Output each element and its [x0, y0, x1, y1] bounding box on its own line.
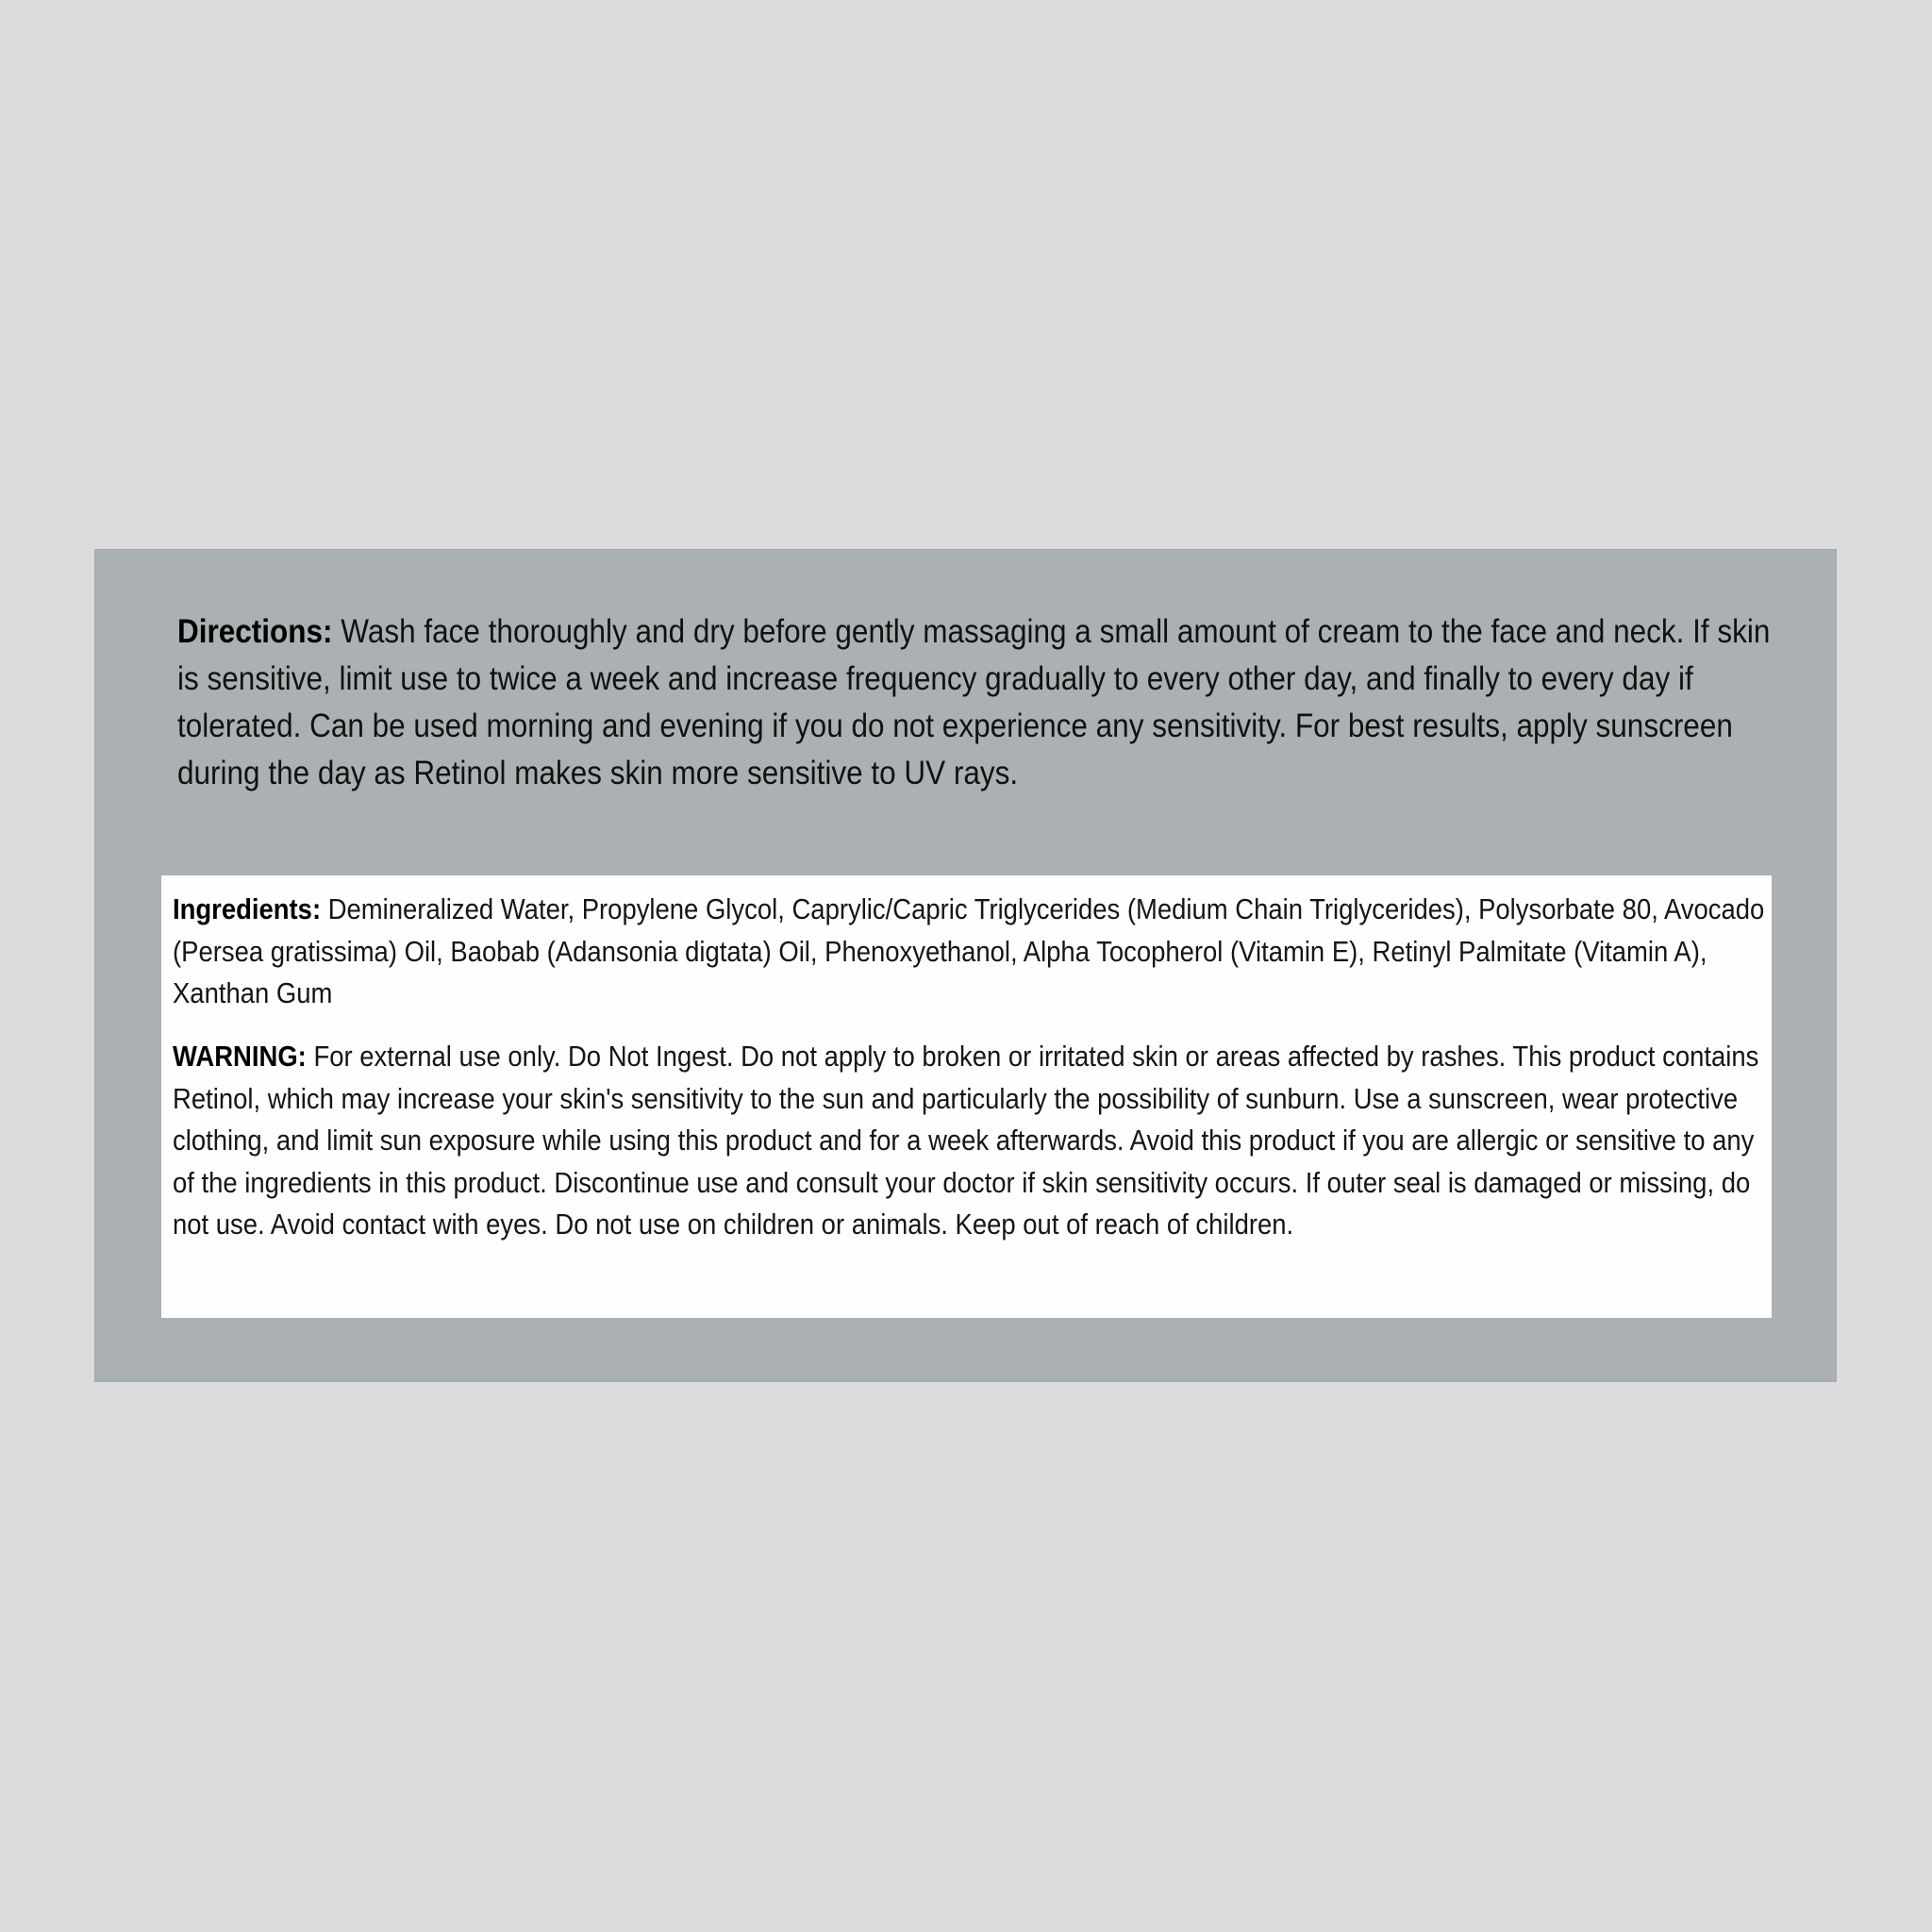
ingredients-text: Demineralized Water, Propylene Glycol, Caprylic/Capric Triglycerides (Medium Chain Triglycerides), Polysorbate 80, Avocado (Persea gratissima) Oil, Baobab (Adansonia digtata) Oil, Phenoxyethanol, Alpha Tocopherol (Vitamin E), Retinyl Palmitate (Vitamin A), Xanthan Gum: [173, 893, 1765, 1009]
directions-paragraph: [177, 608, 1790, 797]
directions-heading: Directions:: [177, 613, 333, 650]
ingredients-warning-box: [161, 875, 1772, 1318]
ingredients-paragraph: [173, 889, 1769, 1015]
warning-paragraph: [173, 1036, 1769, 1246]
label-panel: [94, 549, 1837, 1382]
warning-text: For external use only. Do Not Ingest. Do not apply to broken or irritated skin or areas affected by rashes. This product contains Retinol, which may increase your skin's sensitivity to the sun and particularly the possibility of sunburn. Use a sunscreen, wear protective clothing, and limit sun exposure while using this product and for a week afterwards. Avoid this product if you are allergic or sensitive to any of the ingredients in this product. Discontinue use and consult your doctor if skin sensitivity occurs. If outer seal is damaged or missing, do not use. Avoid contact with eyes. Do not use on children or animals. Keep out of reach of children.: [173, 1041, 1759, 1241]
ingredients-heading: Ingredients:: [173, 893, 322, 925]
directions-text: Wash face thoroughly and dry before gently massaging a small amount of cream to the face and neck. If skin is sensitive, limit use to twice a week and increase frequency gradually to every other day, and finally to every day if tolerated. Can be used morning and evening if you do not experience any sensitivity. For best results, apply sunscreen during the day as Retinol makes skin more sensitive to UV rays.: [177, 613, 1771, 791]
warning-heading: WARNING:: [173, 1041, 307, 1073]
